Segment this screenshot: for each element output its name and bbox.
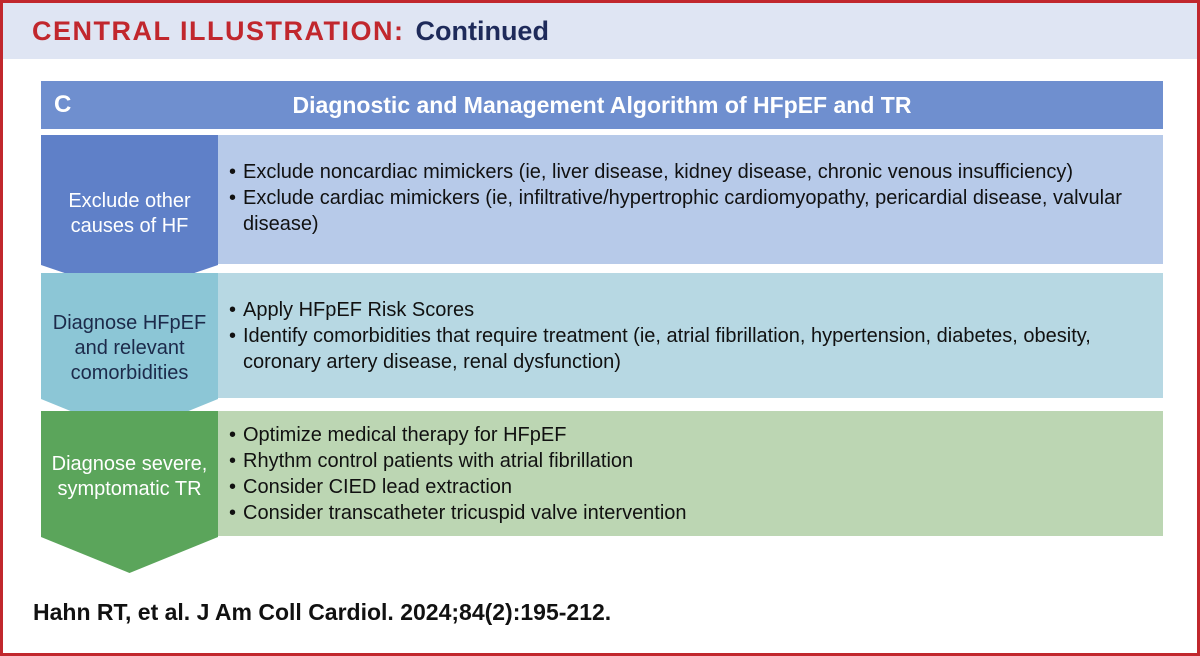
step-3-bullet-2: • Rhythm control patients with atrial fibrillation xyxy=(229,448,1143,474)
panel-title: Diagnostic and Management Algorithm of HFpEF and TR xyxy=(292,92,912,118)
step-3-bullet-list xyxy=(229,422,1143,526)
step-2-bullet-1: • Apply HFpEF Risk Scores xyxy=(229,297,1143,323)
step-2-label: Diagnose HFpEF and relevant comorbidities xyxy=(52,312,207,384)
step-3-arrow xyxy=(41,411,218,573)
step-3-content xyxy=(216,411,1163,536)
panel-title-bar xyxy=(41,81,1163,129)
step-2-content xyxy=(216,273,1163,398)
panel-letter: C xyxy=(54,91,72,118)
step-1-arrow xyxy=(41,135,218,295)
header-bar xyxy=(3,3,1197,59)
step-3-bullet-3: • Consider CIED lead extraction xyxy=(229,474,1143,500)
citation: Hahn RT, et al. J Am Coll Cardiol. 2024;84(2):195-212. xyxy=(33,599,612,625)
step-3-bullet-4: • Consider transcatheter tricuspid valve intervention xyxy=(229,500,1143,526)
header-title-continued: Continued xyxy=(415,15,549,46)
step-1-bullet-1: • Exclude noncardiac mimickers (ie, liver disease, kidney disease, chronic venous insufficiency) xyxy=(229,159,1143,185)
step-1-bullet-list xyxy=(229,159,1143,237)
step-3-bullet-1: • Optimize medical therapy for HFpEF xyxy=(229,422,1143,448)
step-1-label: Exclude other causes of HF xyxy=(68,190,191,237)
step-2-bullet-list xyxy=(229,297,1143,375)
step-3-label: Diagnose severe, symptomatic TR xyxy=(51,453,208,500)
step-2-bullet-2: • Identify comorbidities that require treatment (ie, atrial fibrillation, hypertension, diabetes, obesity, coronary artery disease, renal dysfunction) xyxy=(229,323,1143,375)
header-title-label: CENTRAL ILLUSTRATION: xyxy=(32,15,405,46)
step-1-bullet-2: • Exclude cardiac mimickers (ie, infiltrative/hypertrophic cardiomyopathy, pericardial disease, valvular disease) xyxy=(229,185,1143,237)
step-1-content xyxy=(216,135,1163,264)
